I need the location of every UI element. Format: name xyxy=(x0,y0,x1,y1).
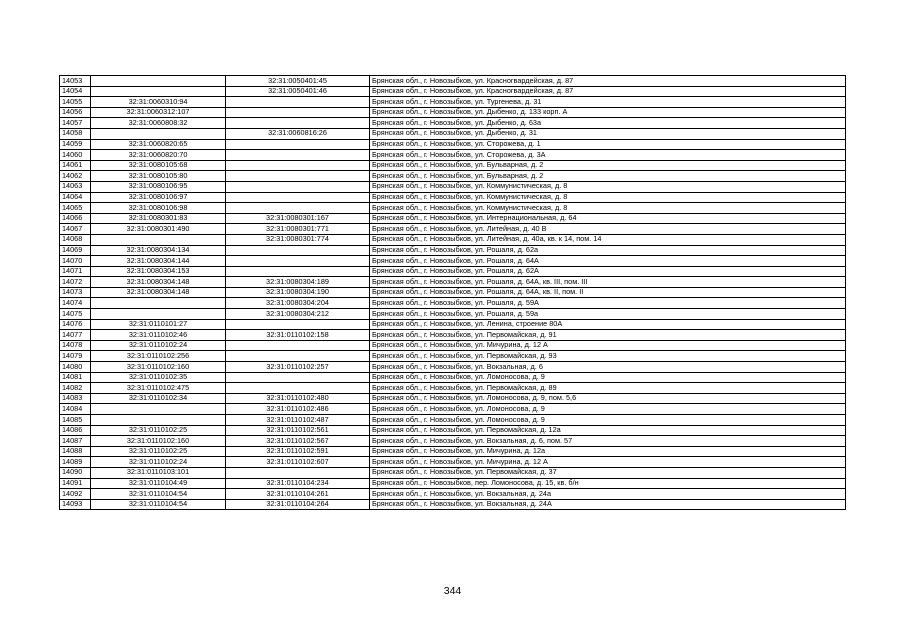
table-row xyxy=(60,383,846,394)
land-cadastral-number-cell: 32:31:0110102:256 xyxy=(91,351,226,362)
table-row xyxy=(60,362,846,373)
building-cadastral-number-cell xyxy=(226,150,370,161)
row-number-cell: 14081 xyxy=(60,372,91,383)
building-cadastral-number-cell xyxy=(226,351,370,362)
address-cell: Брянская обл., г. Новозыбков, ул. Коммунистическая, д. 8 xyxy=(370,203,846,214)
land-cadastral-number-cell: 32:31:0060820:65 xyxy=(91,139,226,150)
table-row xyxy=(60,298,846,309)
table-row xyxy=(60,256,846,267)
table-row xyxy=(60,446,846,457)
address-cell: Брянская обл., г. Новозыбков, ул. Ломоносова, д. 9 xyxy=(370,404,846,415)
land-cadastral-number-cell xyxy=(91,415,226,426)
row-number-cell: 14055 xyxy=(60,97,91,108)
row-number-cell: 14073 xyxy=(60,287,91,298)
building-cadastral-number-cell: 32:31:0080304:189 xyxy=(226,277,370,288)
address-cell: Брянская обл., г. Новозыбков, ул. Первомайская, д. 89 xyxy=(370,383,846,394)
row-number-cell: 14060 xyxy=(60,150,91,161)
building-cadastral-number-cell: 32:31:0110102:480 xyxy=(226,393,370,404)
building-cadastral-number-cell xyxy=(226,383,370,394)
land-cadastral-number-cell: 32:31:0110102:24 xyxy=(91,457,226,468)
row-number-cell: 14087 xyxy=(60,436,91,447)
table-row xyxy=(60,478,846,489)
land-cadastral-number-cell xyxy=(91,76,226,87)
building-cadastral-number-cell xyxy=(226,340,370,351)
address-cell: Брянская обл., г. Новозыбков, ул. Мичурина, д. 12 А xyxy=(370,340,846,351)
building-cadastral-number-cell xyxy=(226,203,370,214)
row-number-cell: 14089 xyxy=(60,457,91,468)
building-cadastral-number-cell xyxy=(226,160,370,171)
land-cadastral-number-cell: 32:31:0080304:148 xyxy=(91,277,226,288)
building-cadastral-number-cell xyxy=(226,319,370,330)
row-number-cell: 14066 xyxy=(60,213,91,224)
building-cadastral-number-cell: 32:31:0110102:607 xyxy=(226,457,370,468)
building-cadastral-number-cell xyxy=(226,171,370,182)
address-cell: Брянская обл., г. Новозыбков, ул. Ломоносова, д. 9 xyxy=(370,415,846,426)
building-cadastral-number-cell: 32:31:0110102:158 xyxy=(226,330,370,341)
address-cell: Брянская обл., г. Новозыбков, ул. Красногвардейская, д. 87 xyxy=(370,86,846,97)
table-row xyxy=(60,181,846,192)
building-cadastral-number-cell: 32:31:0050401:46 xyxy=(226,86,370,97)
land-cadastral-number-cell: 32:31:0080304:153 xyxy=(91,266,226,277)
table-row xyxy=(60,160,846,171)
building-cadastral-number-cell: 32:31:0050401:45 xyxy=(226,76,370,87)
address-cell: Брянская обл., г. Новозыбков, ул. Рошаля, д. 64А, кв. III, пом. III xyxy=(370,277,846,288)
table-row xyxy=(60,425,846,436)
table-row xyxy=(60,213,846,224)
address-cell: Брянская обл., г. Новозыбков, ул. Тургенева, д. 31 xyxy=(370,97,846,108)
building-cadastral-number-cell: 32:31:0080304:204 xyxy=(226,298,370,309)
building-cadastral-number-cell xyxy=(226,245,370,256)
row-number-cell: 14071 xyxy=(60,266,91,277)
building-cadastral-number-cell xyxy=(226,181,370,192)
address-cell: Брянская обл., г. Новозыбков, ул. Вокзальная, д. 24а xyxy=(370,489,846,500)
table-row xyxy=(60,128,846,139)
land-cadastral-number-cell: 32:31:0110102:46 xyxy=(91,330,226,341)
registry-table xyxy=(59,75,846,510)
land-cadastral-number-cell: 32:31:0110102:24 xyxy=(91,340,226,351)
building-cadastral-number-cell: 32:31:0110102:257 xyxy=(226,362,370,373)
address-cell: Брянская обл., г. Новозыбков, ул. Красногвардейская, д. 87 xyxy=(370,76,846,87)
land-cadastral-number-cell xyxy=(91,234,226,245)
land-cadastral-number-cell: 32:31:0080301:83 xyxy=(91,213,226,224)
land-cadastral-number-cell: 32:31:0110102:160 xyxy=(91,362,226,373)
row-number-cell: 14053 xyxy=(60,76,91,87)
land-cadastral-number-cell xyxy=(91,309,226,320)
table-row xyxy=(60,330,846,341)
address-cell: Брянская обл., г. Новозыбков, ул. Ломоносова, д. 9 xyxy=(370,372,846,383)
address-cell: Брянская обл., г. Новозыбков, ул. Мичурина, д. 12 А xyxy=(370,457,846,468)
row-number-cell: 14084 xyxy=(60,404,91,415)
land-cadastral-number-cell: 32:31:0080105:80 xyxy=(91,171,226,182)
table-row xyxy=(60,277,846,288)
table-row xyxy=(60,266,846,277)
row-number-cell: 14080 xyxy=(60,362,91,373)
row-number-cell: 14072 xyxy=(60,277,91,288)
land-cadastral-number-cell: 32:31:0080304:144 xyxy=(91,256,226,267)
table-row xyxy=(60,393,846,404)
address-cell: Брянская обл., г. Новозыбков, ул. Сторожева, д. 3А xyxy=(370,150,846,161)
address-cell: Брянская обл., г. Новозыбков, ул. Бульварная, д. 2 xyxy=(370,160,846,171)
address-cell: Брянская обл., г. Новозыбков, пер. Ломоносова, д. 15, кв. б/н xyxy=(370,478,846,489)
building-cadastral-number-cell: 32:31:0110102:487 xyxy=(226,415,370,426)
address-cell: Брянская обл., г. Новозыбков, ул. Мичурина, д. 12а xyxy=(370,446,846,457)
row-number-cell: 14088 xyxy=(60,446,91,457)
land-cadastral-number-cell: 32:31:0110102:25 xyxy=(91,425,226,436)
row-number-cell: 14079 xyxy=(60,351,91,362)
land-cadastral-number-cell: 32:31:0060820:70 xyxy=(91,150,226,161)
address-cell: Брянская обл., г. Новозыбков, ул. Ленина, строение 80А xyxy=(370,319,846,330)
table-row xyxy=(60,489,846,500)
building-cadastral-number-cell: 32:31:0110102:561 xyxy=(226,425,370,436)
address-cell: Брянская обл., г. Новозыбков, ул. Рошаля, д. 64А xyxy=(370,256,846,267)
building-cadastral-number-cell xyxy=(226,266,370,277)
land-cadastral-number-cell: 32:31:0110102:160 xyxy=(91,436,226,447)
land-cadastral-number-cell: 32:31:0110102:475 xyxy=(91,383,226,394)
building-cadastral-number-cell: 32:31:0080301:774 xyxy=(226,234,370,245)
building-cadastral-number-cell: 32:31:0110104:264 xyxy=(226,499,370,510)
land-cadastral-number-cell: 32:31:0110104:54 xyxy=(91,489,226,500)
address-cell: Брянская обл., г. Новозыбков, ул. Интернациональная, д. 64 xyxy=(370,213,846,224)
address-cell: Брянская обл., г. Новозыбков, ул. Вокзальная, д. 24А xyxy=(370,499,846,510)
row-number-cell: 14058 xyxy=(60,128,91,139)
land-cadastral-number-cell: 32:31:0110101:27 xyxy=(91,319,226,330)
row-number-cell: 14090 xyxy=(60,467,91,478)
building-cadastral-number-cell: 32:31:0110102:567 xyxy=(226,436,370,447)
row-number-cell: 14091 xyxy=(60,478,91,489)
address-cell: Брянская обл., г. Новозыбков, ул. Литейная, д. 40а, кв. к 14, пом. 14 xyxy=(370,234,846,245)
land-cadastral-number-cell xyxy=(91,128,226,139)
address-cell: Брянская обл., г. Новозыбков, ул. Ломоносова, д. 9, пом. 5,6 xyxy=(370,393,846,404)
building-cadastral-number-cell: 32:31:0080301:167 xyxy=(226,213,370,224)
table-row xyxy=(60,436,846,447)
row-number-cell: 14093 xyxy=(60,499,91,510)
row-number-cell: 14068 xyxy=(60,234,91,245)
land-cadastral-number-cell: 32:31:0080106:98 xyxy=(91,203,226,214)
address-cell: Брянская обл., г. Новозыбков, ул. Первомайская, д. 37 xyxy=(370,467,846,478)
row-number-cell: 14061 xyxy=(60,160,91,171)
table-row xyxy=(60,150,846,161)
table-row xyxy=(60,76,846,87)
address-cell: Брянская обл., г. Новозыбков, ул. Первомайская, д. 93 xyxy=(370,351,846,362)
building-cadastral-number-cell xyxy=(226,372,370,383)
building-cadastral-number-cell: 32:31:0080304:190 xyxy=(226,287,370,298)
address-cell: Брянская обл., г. Новозыбков, ул. Бульварная, д. 2 xyxy=(370,171,846,182)
table-row xyxy=(60,192,846,203)
row-number-cell: 14078 xyxy=(60,340,91,351)
address-cell: Брянская обл., г. Новозыбков, ул. Коммунистическая, д. 8 xyxy=(370,181,846,192)
land-cadastral-number-cell xyxy=(91,298,226,309)
table-row xyxy=(60,415,846,426)
building-cadastral-number-cell: 32:31:0080304:212 xyxy=(226,309,370,320)
row-number-cell: 14085 xyxy=(60,415,91,426)
land-cadastral-number-cell: 32:31:0060310:94 xyxy=(91,97,226,108)
row-number-cell: 14069 xyxy=(60,245,91,256)
row-number-cell: 14063 xyxy=(60,181,91,192)
address-cell: Брянская обл., г. Новозыбков, ул. Дыбенко, д. 133 корп. А xyxy=(370,107,846,118)
land-cadastral-number-cell: 32:31:0110104:49 xyxy=(91,478,226,489)
address-cell: Брянская обл., г. Новозыбков, ул. Рошаля, д. 64А, кв. II, пом. II xyxy=(370,287,846,298)
table-row xyxy=(60,287,846,298)
address-cell: Брянская обл., г. Новозыбков, ул. Сторожева, д. 1 xyxy=(370,139,846,150)
row-number-cell: 14075 xyxy=(60,309,91,320)
table-row xyxy=(60,467,846,478)
row-number-cell: 14070 xyxy=(60,256,91,267)
row-number-cell: 14057 xyxy=(60,118,91,129)
land-cadastral-number-cell: 32:31:0110102:35 xyxy=(91,372,226,383)
address-cell: Брянская обл., г. Новозыбков, ул. Рошаля, д. 59А xyxy=(370,298,846,309)
land-cadastral-number-cell: 32:31:0110102:34 xyxy=(91,393,226,404)
land-cadastral-number-cell xyxy=(91,86,226,97)
address-cell: Брянская обл., г. Новозыбков, ул. Коммунистическая, д. 8 xyxy=(370,192,846,203)
land-cadastral-number-cell: 32:31:0110102:25 xyxy=(91,446,226,457)
table-row xyxy=(60,171,846,182)
address-cell: Брянская обл., г. Новозыбков, ул. Первомайская, д. 12а xyxy=(370,425,846,436)
building-cadastral-number-cell: 32:31:0110104:261 xyxy=(226,489,370,500)
building-cadastral-number-cell xyxy=(226,118,370,129)
building-cadastral-number-cell: 32:31:0110104:234 xyxy=(226,478,370,489)
row-number-cell: 14076 xyxy=(60,319,91,330)
land-cadastral-number-cell: 32:31:0080105:68 xyxy=(91,160,226,171)
address-cell: Брянская обл., г. Новозыбков, ул. Рошаля, д. 62А xyxy=(370,266,846,277)
land-cadastral-number-cell xyxy=(91,404,226,415)
registry-table-body xyxy=(60,76,846,510)
building-cadastral-number-cell: 32:31:0110102:486 xyxy=(226,404,370,415)
building-cadastral-number-cell: 32:31:0110102:591 xyxy=(226,446,370,457)
land-cadastral-number-cell: 32:31:0080304:148 xyxy=(91,287,226,298)
table-row xyxy=(60,499,846,510)
table-row xyxy=(60,86,846,97)
land-cadastral-number-cell: 32:31:0060808:32 xyxy=(91,118,226,129)
row-number-cell: 14065 xyxy=(60,203,91,214)
row-number-cell: 14083 xyxy=(60,393,91,404)
table-row xyxy=(60,97,846,108)
table-row xyxy=(60,203,846,214)
page-number: 344 xyxy=(443,585,462,597)
land-cadastral-number-cell: 32:31:0080106:95 xyxy=(91,181,226,192)
address-cell: Брянская обл., г. Новозыбков, ул. Рошаля, д. 59а xyxy=(370,309,846,320)
address-cell: Брянская обл., г. Новозыбков, ул. Дыбенко, д. 63а xyxy=(370,118,846,129)
row-number-cell: 14062 xyxy=(60,171,91,182)
building-cadastral-number-cell xyxy=(226,467,370,478)
row-number-cell: 14077 xyxy=(60,330,91,341)
row-number-cell: 14067 xyxy=(60,224,91,235)
row-number-cell: 14064 xyxy=(60,192,91,203)
row-number-cell: 14056 xyxy=(60,107,91,118)
land-cadastral-number-cell: 32:31:0080106:97 xyxy=(91,192,226,203)
table-row xyxy=(60,372,846,383)
row-number-cell: 14059 xyxy=(60,139,91,150)
address-cell: Брянская обл., г. Новозыбков, ул. Дыбенко, д. 31 xyxy=(370,128,846,139)
row-number-cell: 14082 xyxy=(60,383,91,394)
table-row xyxy=(60,309,846,320)
building-cadastral-number-cell: 32:31:0080301:771 xyxy=(226,224,370,235)
table-row xyxy=(60,107,846,118)
address-cell: Брянская обл., г. Новозыбков, ул. Рошаля, д. 62а xyxy=(370,245,846,256)
row-number-cell: 14054 xyxy=(60,86,91,97)
table-row xyxy=(60,457,846,468)
row-number-cell: 14092 xyxy=(60,489,91,500)
address-cell: Брянская обл., г. Новозыбков, ул. Первомайская, д. 91 xyxy=(370,330,846,341)
address-cell: Брянская обл., г. Новозыбков, ул. Литейная, д. 40 В xyxy=(370,224,846,235)
land-cadastral-number-cell: 32:31:0110104:54 xyxy=(91,499,226,510)
building-cadastral-number-cell xyxy=(226,256,370,267)
table-row xyxy=(60,245,846,256)
building-cadastral-number-cell xyxy=(226,139,370,150)
address-cell: Брянская обл., г. Новозыбков, ул. Вокзальная, д. 6, пом. 57 xyxy=(370,436,846,447)
address-cell: Брянская обл., г. Новозыбков, ул. Вокзальная, д. 6 xyxy=(370,362,846,373)
building-cadastral-number-cell xyxy=(226,192,370,203)
land-cadastral-number-cell: 32:31:0110103:101 xyxy=(91,467,226,478)
row-number-cell: 14086 xyxy=(60,425,91,436)
table-row xyxy=(60,139,846,150)
land-cadastral-number-cell: 32:31:0080304:134 xyxy=(91,245,226,256)
building-cadastral-number-cell xyxy=(226,97,370,108)
land-cadastral-number-cell: 32:31:0060312:107 xyxy=(91,107,226,118)
table-row xyxy=(60,340,846,351)
table-row xyxy=(60,224,846,235)
table-row xyxy=(60,319,846,330)
table-row xyxy=(60,404,846,415)
table-row xyxy=(60,351,846,362)
building-cadastral-number-cell: 32:31:0060816:26 xyxy=(226,128,370,139)
table-row xyxy=(60,234,846,245)
row-number-cell: 14074 xyxy=(60,298,91,309)
building-cadastral-number-cell xyxy=(226,107,370,118)
table-row xyxy=(60,118,846,129)
land-cadastral-number-cell: 32:31:0080301:490 xyxy=(91,224,226,235)
